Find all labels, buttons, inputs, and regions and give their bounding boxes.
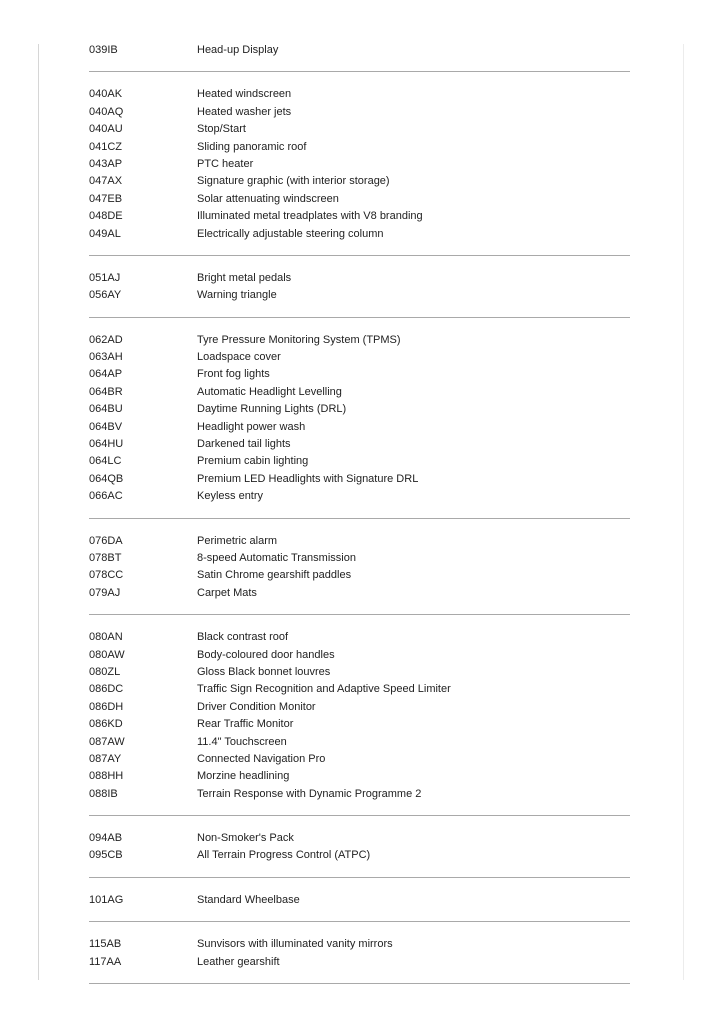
option-description: Headlight power wash: [197, 420, 306, 433]
option-code: 087AY: [89, 752, 122, 765]
option-description: Rear Traffic Monitor: [197, 718, 294, 731]
option-row: [89, 139, 630, 156]
option-group: [89, 72, 630, 256]
option-code: 078CC: [89, 569, 124, 582]
option-description: PTC heater: [197, 157, 254, 170]
option-code: 087AW: [89, 735, 125, 748]
option-row: [89, 892, 630, 909]
option-row: [89, 208, 630, 225]
option-row: [89, 287, 630, 304]
option-code: 064LC: [89, 455, 122, 468]
option-description: Keyless entry: [197, 490, 264, 503]
option-description: Sliding panoramic roof: [197, 140, 307, 153]
option-row: [89, 786, 630, 803]
page-border-right: [683, 44, 684, 980]
option-row: [89, 42, 630, 59]
option-description: Automatic Headlight Levelling: [197, 385, 342, 398]
option-description: Premium LED Headlights with Signature DRL: [197, 472, 419, 485]
option-description: Heated windscreen: [197, 88, 292, 101]
option-group: [89, 519, 630, 616]
option-code: 064BR: [89, 385, 123, 398]
option-group: [89, 615, 630, 816]
option-code: 043AP: [89, 157, 123, 170]
option-code: 047AX: [89, 175, 123, 188]
option-description: Daytime Running Lights (DRL): [197, 403, 347, 416]
option-code: 040AQ: [89, 105, 124, 118]
option-description: Sunvisors with illuminated vanity mirrors: [197, 938, 393, 951]
option-description: All Terrain Progress Control (ATPC): [197, 849, 371, 862]
option-description: Premium cabin lighting: [197, 455, 309, 468]
option-description: Standard Wheelbase: [197, 893, 300, 906]
option-group: [89, 878, 630, 922]
option-code: 079AJ: [89, 586, 121, 599]
option-code: 064QB: [89, 472, 124, 485]
option-row: [89, 751, 630, 768]
option-row: [89, 647, 630, 664]
option-code: 080ZL: [89, 665, 121, 678]
option-description: Head-up Display: [197, 44, 279, 56]
option-code: 049AL: [89, 227, 121, 240]
option-description: Leather gearshift: [197, 955, 280, 968]
option-row: [89, 86, 630, 103]
option-code: 056AY: [89, 289, 122, 302]
option-code: 039IB: [89, 44, 118, 56]
option-description: Driver Condition Monitor: [197, 700, 316, 713]
option-row: [89, 121, 630, 138]
option-description: Body-coloured door handles: [197, 648, 335, 661]
option-row: [89, 629, 630, 646]
option-row: [89, 954, 630, 971]
option-code: 062AD: [89, 333, 123, 346]
option-description: Illuminated metal treadplates with V8 branding: [197, 210, 423, 223]
option-code: 115AB: [89, 938, 122, 951]
option-description: Electrically adjustable steering column: [197, 227, 384, 240]
option-row: [89, 830, 630, 847]
option-description: Front fog lights: [197, 368, 270, 381]
option-code: 088HH: [89, 770, 124, 783]
option-code: 101AG: [89, 893, 124, 906]
option-row: [89, 681, 630, 698]
option-code: 051AJ: [89, 271, 121, 284]
option-row: [89, 847, 630, 864]
options-list: [89, 42, 630, 984]
option-row: [89, 349, 630, 366]
option-description: Tyre Pressure Monitoring System (TPMS): [197, 333, 401, 346]
option-row: [89, 366, 630, 383]
option-description: Black contrast roof: [197, 631, 289, 644]
option-group: [89, 816, 630, 878]
option-code: 086DH: [89, 700, 124, 713]
option-description: Warning triangle: [197, 289, 277, 302]
option-code: 047EB: [89, 192, 123, 205]
option-description: Loadspace cover: [197, 351, 281, 364]
option-description: Carpet Mats: [197, 586, 257, 599]
option-row: [89, 664, 630, 681]
option-code: 088IB: [89, 787, 118, 800]
option-code: 086KD: [89, 718, 123, 731]
option-row: [89, 533, 630, 550]
option-row: [89, 419, 630, 436]
option-description: Solar attenuating windscreen: [197, 192, 339, 205]
option-description: Perimetric alarm: [197, 534, 278, 547]
option-row: [89, 191, 630, 208]
option-code: 063AH: [89, 351, 123, 364]
option-code: 064BV: [89, 420, 123, 433]
option-code: 041CZ: [89, 140, 123, 153]
option-code: 064AP: [89, 368, 123, 381]
option-code: 064BU: [89, 403, 123, 416]
option-row: [89, 173, 630, 190]
option-row: [89, 401, 630, 418]
option-description: Satin Chrome gearshift paddles: [197, 569, 352, 582]
option-description: Connected Navigation Pro: [197, 752, 326, 765]
option-row: [89, 436, 630, 453]
option-code: 066AC: [89, 490, 123, 503]
option-code: 078BT: [89, 551, 122, 564]
option-code: 048DE: [89, 210, 123, 223]
option-description: 8-speed Automatic Transmission: [197, 551, 356, 564]
option-row: [89, 471, 630, 488]
option-code: 080AW: [89, 648, 125, 661]
option-description: Darkened tail lights: [197, 438, 291, 451]
option-group: [89, 42, 630, 72]
option-description: Signature graphic (with interior storage): [197, 175, 390, 188]
option-group: [89, 256, 630, 318]
option-code: 094AB: [89, 832, 123, 845]
option-code: 117AA: [89, 955, 122, 968]
option-code: 086DC: [89, 683, 124, 696]
option-row: [89, 453, 630, 470]
option-row: [89, 699, 630, 716]
option-description: Stop/Start: [197, 123, 246, 136]
option-description: Traffic Sign Recognition and Adaptive Speed Limiter: [197, 683, 451, 696]
option-code: 040AU: [89, 123, 123, 136]
option-row: [89, 585, 630, 602]
option-description: Bright metal pedals: [197, 271, 292, 284]
option-row: [89, 384, 630, 401]
option-row: [89, 156, 630, 173]
option-description: Terrain Response with Dynamic Programme 2: [197, 787, 422, 800]
option-row: [89, 270, 630, 287]
option-group: [89, 318, 630, 519]
option-row: [89, 550, 630, 567]
option-description: Gloss Black bonnet louvres: [197, 665, 331, 678]
option-code: 076DA: [89, 534, 123, 547]
option-description: Heated washer jets: [197, 105, 292, 118]
option-group: [89, 922, 630, 984]
option-row: [89, 936, 630, 953]
option-description: 11.4" Touchscreen: [197, 735, 287, 748]
option-row: [89, 104, 630, 121]
option-code: 095CB: [89, 849, 123, 862]
option-code: 080AN: [89, 631, 123, 644]
page-border-left: [38, 44, 39, 980]
option-description: Morzine headlining: [197, 770, 290, 783]
option-row: [89, 716, 630, 733]
option-row: [89, 768, 630, 785]
option-row: [89, 488, 630, 505]
option-description: Non-Smoker's Pack: [197, 832, 294, 845]
option-row: [89, 226, 630, 243]
option-row: [89, 734, 630, 751]
option-row: [89, 332, 630, 349]
option-code: 064HU: [89, 438, 124, 451]
option-code: 040AK: [89, 88, 123, 101]
option-row: [89, 567, 630, 584]
